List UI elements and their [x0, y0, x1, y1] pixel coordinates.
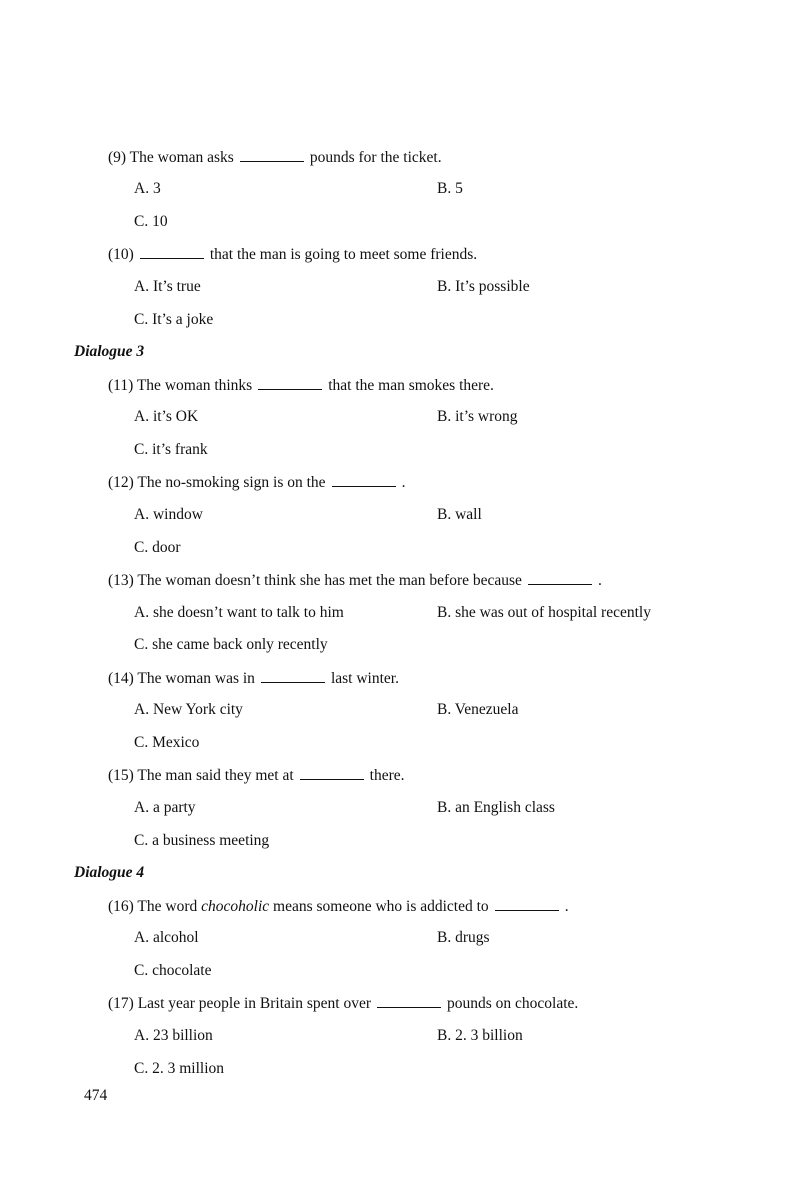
question-text: that the man smokes there. — [328, 377, 494, 394]
option-b: B. an English class — [437, 799, 555, 816]
italic-term: chocoholic — [201, 898, 270, 915]
answer-blank — [258, 375, 322, 390]
option-b: B. wall — [437, 506, 482, 523]
option-c: C. 10 — [134, 213, 168, 230]
page-number: 474 — [84, 1087, 108, 1104]
option-c: C. 2. 3 million — [134, 1060, 224, 1077]
question-10 — [108, 244, 477, 265]
option-b: B. 2. 3 billion — [437, 1027, 523, 1044]
question-text: (15) The man said they met at — [108, 767, 294, 784]
question-text: means someone who is addicted to — [273, 898, 489, 915]
option-b: B. 5 — [437, 180, 463, 197]
question-text: (14) The woman was in — [108, 670, 255, 687]
question-text: there. — [369, 767, 405, 784]
question-text: (17) Last year people in Britain spent over — [108, 995, 371, 1012]
section-heading-dialogue-3: Dialogue 3 — [74, 343, 145, 360]
option-c: C. it’s frank — [134, 441, 208, 458]
question-13 — [108, 570, 602, 591]
question-text: (11) The woman thinks — [108, 377, 253, 394]
option-a: A. 23 billion — [134, 1027, 213, 1044]
option-a: A. it’s OK — [134, 408, 199, 425]
question-text: (9) The woman asks — [108, 149, 234, 166]
option-c: C. It’s a joke — [134, 311, 214, 328]
option-a: A. It’s true — [134, 278, 201, 295]
question-11 — [108, 375, 494, 396]
question-14 — [108, 668, 399, 689]
question-text: . — [597, 572, 602, 589]
option-a: A. she doesn’t want to talk to him — [134, 604, 344, 621]
question-12 — [108, 472, 405, 493]
option-a: A. 3 — [134, 180, 161, 197]
answer-blank — [528, 570, 592, 585]
option-c: C. door — [134, 539, 181, 556]
question-text: . — [401, 474, 406, 491]
option-b: B. she was out of hospital recently — [437, 604, 651, 621]
question-17 — [108, 993, 578, 1014]
answer-blank — [495, 896, 559, 911]
question-9 — [108, 147, 442, 168]
option-a: A. a party — [134, 799, 196, 816]
question-text: . — [564, 898, 569, 915]
question-text: (12) The no-smoking sign is on the — [108, 474, 326, 491]
option-b: B. drugs — [437, 929, 490, 946]
option-c: C. she came back only recently — [134, 636, 328, 653]
option-b: B. it’s wrong — [437, 408, 518, 425]
question-text: (16) The word — [108, 898, 198, 915]
option-c: C. a business meeting — [134, 832, 270, 849]
option-b: B. It’s possible — [437, 278, 530, 295]
question-text: pounds for the ticket. — [309, 149, 442, 166]
answer-blank — [240, 147, 304, 162]
question-text: that the man is going to meet some friends. — [209, 246, 478, 263]
question-text: (13) The woman doesn’t think she has met the man before because — [108, 572, 522, 589]
answer-blank — [300, 765, 364, 780]
answer-blank — [261, 668, 325, 683]
question-text: pounds on chocolate. — [447, 995, 579, 1012]
option-c: C. chocolate — [134, 962, 212, 979]
section-heading-dialogue-4: Dialogue 4 — [74, 864, 145, 881]
answer-blank — [332, 472, 396, 487]
option-a: A. window — [134, 506, 203, 523]
option-a: A. New York city — [134, 701, 243, 718]
question-text: (10) — [108, 246, 134, 263]
option-b: B. Venezuela — [437, 701, 519, 718]
option-a: A. alcohol — [134, 929, 199, 946]
answer-blank — [377, 993, 441, 1008]
question-16 — [108, 896, 569, 917]
option-c: C. Mexico — [134, 734, 200, 751]
answer-blank — [140, 244, 204, 259]
question-15 — [108, 765, 405, 786]
question-text: last winter. — [330, 670, 399, 687]
